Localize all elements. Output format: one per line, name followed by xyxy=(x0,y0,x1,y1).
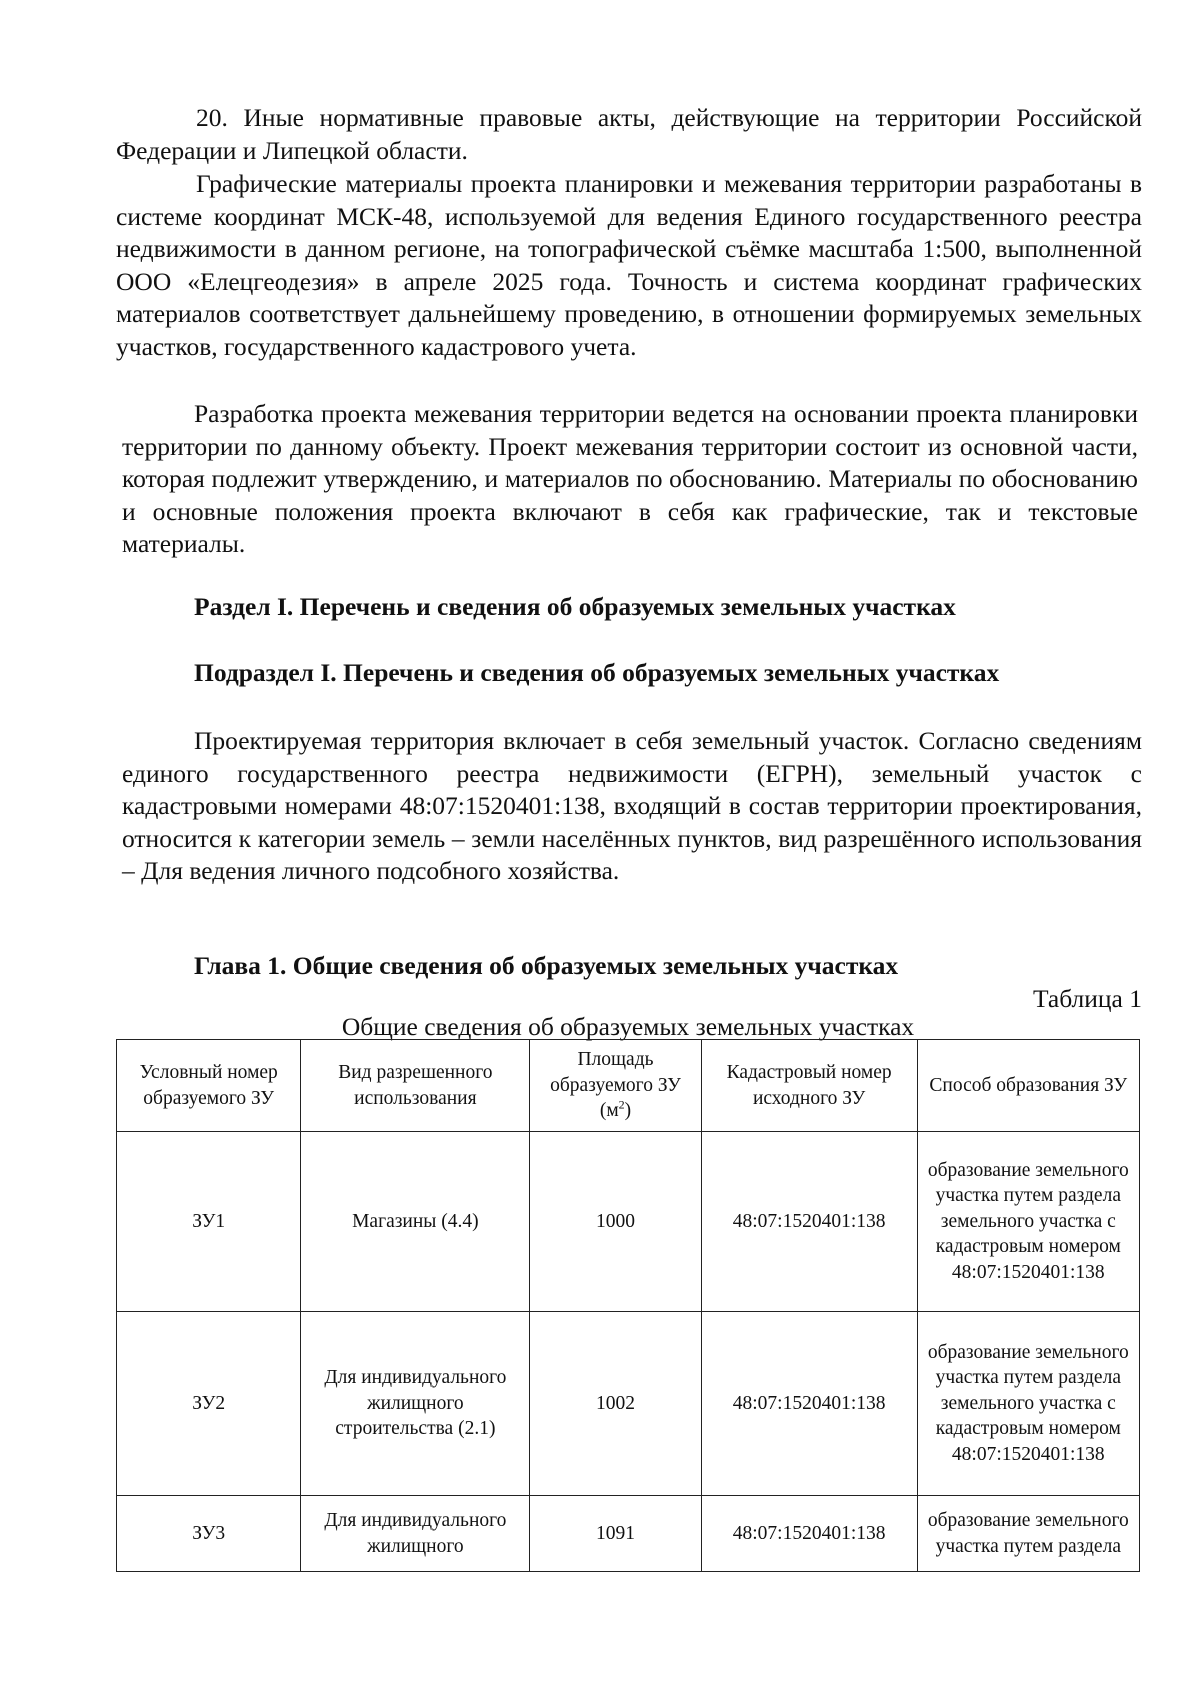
cell-formation-method: образование земельного участка путем раздела земельного участка с кадастровым номером 48:07:1520401:138 xyxy=(917,1132,1139,1312)
cell-cadastral-number: 48:07:1520401:138 xyxy=(701,1496,917,1572)
table-header-row xyxy=(117,1040,1140,1132)
cell-cadastral-number: 48:07:1520401:138 xyxy=(701,1312,917,1496)
header-plot-number: Условный номер образуемого ЗУ xyxy=(117,1040,301,1132)
header-area-text: Площадь образуемого ЗУ (м xyxy=(550,1049,681,1122)
header-area-close: ) xyxy=(624,1100,632,1122)
cell-plot-number: ЗУ3 xyxy=(117,1496,301,1572)
table-caption: Общие сведения об образуемых земельных участках xyxy=(341,1012,915,1041)
cell-permitted-use: Магазины (4.4) xyxy=(301,1132,530,1312)
cell-area: 1002 xyxy=(530,1312,701,1496)
cell-permitted-use: Для индивидуального жилищного xyxy=(301,1496,530,1572)
cell-cadastral-number: 48:07:1520401:138 xyxy=(701,1132,917,1312)
land-plots-table xyxy=(116,1039,1140,1572)
chapter-heading: Глава 1. Общие сведения об образуемых земельных участках xyxy=(194,951,899,980)
cell-permitted-use: Для индивидуального жилищного строительства (2.1) xyxy=(301,1312,530,1496)
paragraph-projected-territory: Проектируемая территория включает в себя земельный участок. Согласно сведениям единого государственного реестра недвижимости (ЕГРН), земельный участок с кадастровыми номерами 48:07:1520401:138, входящий в состав территории проектирования, относится к категории земель – земли населённых пунктов, вид разрешённого использования – Для ведения личного подсобного хозяйства. xyxy=(122,726,1142,885)
cell-area: 1091 xyxy=(530,1496,701,1572)
cell-plot-number: ЗУ1 xyxy=(117,1132,301,1312)
header-cadastral-number: Кадастровый номер исходного ЗУ xyxy=(701,1040,917,1132)
table-row xyxy=(117,1132,1140,1312)
cell-area: 1000 xyxy=(530,1132,701,1312)
header-permitted-use: Вид разрешенного использования xyxy=(301,1040,530,1132)
cell-plot-number: ЗУ2 xyxy=(117,1312,301,1496)
table-number: Таблица 1 xyxy=(1032,984,1142,1013)
table-row xyxy=(117,1312,1140,1496)
cell-formation-method: образование земельного участка путем раздела земельного участка с кадастровым номером 48:07:1520401:138 xyxy=(917,1312,1139,1496)
header-formation-method: Способ образования ЗУ xyxy=(917,1040,1139,1132)
cell-formation-method: образование земельного участка путем раздела xyxy=(917,1496,1139,1572)
paragraph-graphic-materials: Графические материалы проекта планировки и межевания территории разработаны в системе координат МСК-48, используемой для ведения Единого государственного реестра недвижимости в данном регионе, на топографической съёмке масштаба 1:500, выполненной ООО «Елецгеодезия» в апреле 2025 года. Точность и система координат графических материалов соответствует дальнейшему проведению, в отношении формируемых земельных участков, государственного кадастрового учета. xyxy=(116,169,1142,361)
paragraph-normative-acts: 20. Иные нормативные правовые акты, действующие на территории Российской Федерации и Липецкой области. xyxy=(116,103,1142,165)
header-area-superscript: 2 xyxy=(618,1097,625,1112)
subsection-heading: Подраздел I. Перечень и сведения об образуемых земельных участках xyxy=(194,658,1000,687)
header-area xyxy=(530,1040,701,1132)
table-row xyxy=(117,1496,1140,1572)
section-heading: Раздел I. Перечень и сведения об образуемых земельных участках xyxy=(194,592,956,621)
paragraph-project-development: Разработка проекта межевания территории ведется на основании проекта планировки территории по данному объекту. Проект межевания территории состоит из основной части, которая подлежит утверждению, и материалов по обоснованию. Материалы по обоснованию и основные положения проекта включают в себя как графические, так и текстовые материалы. xyxy=(122,399,1138,558)
